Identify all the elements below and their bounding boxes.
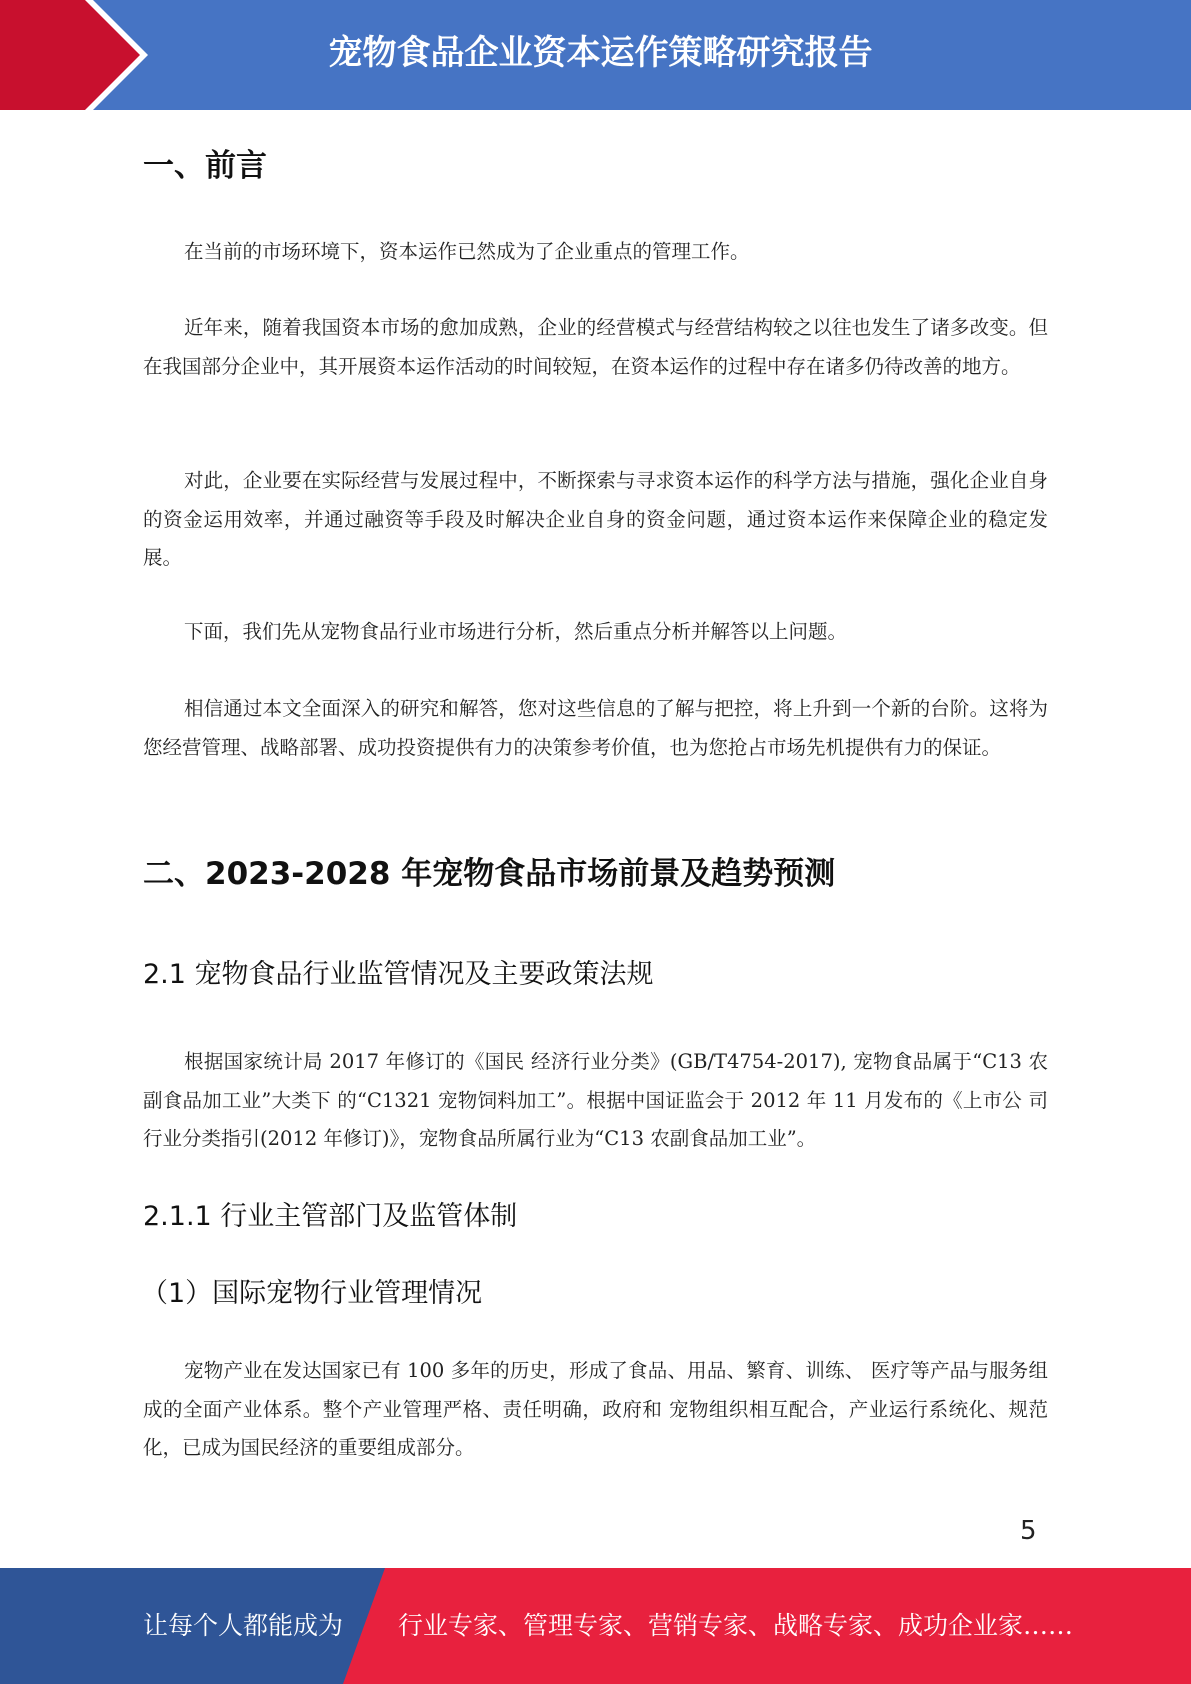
page-footer	[0, 1568, 1191, 1684]
paragraph: 相信通过本文全面深入的研究和解答，您对这些信息的了解与把控，将上升到一个新的台阶。这将为您经营管理、战略部署、成功投资提供有力的决策参考价值，也为您抢占市场先机提供有力的保证。	[143, 697, 1048, 759]
subsection-heading-international: （1）国际宠物行业管理情况	[141, 1278, 483, 1309]
section-heading-market-outlook: 二、2023-2028 年宠物食品市场前景及趋势预测	[143, 856, 836, 892]
subsection-heading-regulation: 2.1 宠物食品行业监管情况及主要政策法规	[143, 959, 654, 990]
paragraph: 近年来，随着我国资本市场的愈加成熟，企业的经营模式与经营结构较之以往也发生了诸多改变。但在我国部分企业中，其开展资本运作活动的时间较短，在资本运作的过程中存在诸多仍待改善的地方。	[143, 316, 1048, 378]
subsection-heading-authorities: 2.1.1 行业主管部门及监管体制	[143, 1201, 518, 1232]
paragraph: 对此，企业要在实际经营与发展过程中，不断探索与寻求资本运作的科学方法与措施，强化企业自身的资金运用效率，并通过融资等手段及时解决企业自身的资金问题，通过资本运作来保障企业的稳定发展。	[143, 469, 1048, 569]
paragraph: 下面，我们先从宠物食品行业市场进行分析，然后重点分析并解答以上问题。	[184, 620, 848, 643]
report-title: 宠物食品企业资本运作策略研究报告	[328, 33, 873, 73]
footer-slogan-right: 行业专家、管理专家、营销专家、战略专家、成功企业家……	[398, 1611, 1074, 1640]
page-header	[0, 0, 1191, 110]
paragraph: 在当前的市场环境下，资本运作已然成为了企业重点的管理工作。	[184, 240, 750, 263]
section-heading-preface: 一、前言	[143, 148, 267, 184]
paragraph: 宠物产业在发达国家已有 100 多年的历史，形成了食品、用品、繁育、训练、 医疗等产品与服务组成的全面产业体系。整个产业管理严格、责任明确，政府和 宠物组织相互配合，产业运行系统化、规范化，已成为国民经济的重要组成部分。	[143, 1359, 1048, 1459]
page-number: 5	[1020, 1516, 1037, 1546]
footer-slogan-left: 让每个人都能成为	[143, 1611, 344, 1640]
paragraph: 根据国家统计局 2017 年修订的《国民 经济行业分类》(GB/T4754-2017), 宠物食品属于“C13 农副食品加工业”大类下 的“C1321 宠物饲料加工”。根据中国证监会于 2012 年 11 月发布的《上市公 司行业分类指引(2012 年修订)》，宠物食品所属行业为“C13 农副食品加工业”。	[143, 1050, 1048, 1150]
